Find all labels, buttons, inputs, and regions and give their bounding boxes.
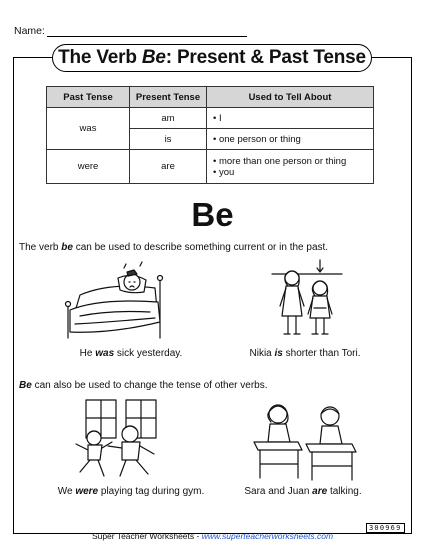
name-field[interactable]: [47, 36, 247, 37]
kids-playing-tag-illustration: [66, 398, 166, 480]
cell-are: are: [130, 150, 207, 184]
two-girls-height-illustration: [262, 258, 352, 340]
table-row: [47, 108, 374, 129]
second-word: Be: [19, 380, 32, 391]
intro-before: The verb: [19, 242, 62, 253]
tense-table: [46, 86, 374, 184]
use-are-line2: • you: [213, 166, 235, 178]
use-are-line1: • more than one person or thing: [213, 155, 347, 167]
caption1-word: was: [95, 348, 115, 359]
header-past: Past Tense: [47, 87, 130, 108]
caption1-before: He: [79, 348, 96, 359]
footer: [0, 531, 425, 541]
worksheet-code: 300969: [366, 523, 405, 533]
second-sentence: [19, 380, 268, 391]
caption-shorter: [210, 348, 400, 359]
cell-use-am: • I: [207, 108, 374, 129]
cell-use-is: • one person or thing: [207, 129, 374, 150]
intro-sentence: [19, 242, 328, 253]
cell-use-are: [207, 150, 374, 184]
caption3-word: were: [75, 486, 99, 497]
title-emphasis: Be: [141, 47, 166, 68]
caption3-before: We: [57, 486, 76, 497]
kids-talking-at-desks-illustration: [250, 398, 360, 482]
caption-sick: [36, 348, 226, 359]
title-suffix: : Present & Past Tense: [165, 47, 366, 68]
caption2-after: shorter than Tori.: [282, 348, 361, 359]
cell-was: was: [47, 108, 130, 150]
caption2-before: Nikia: [249, 348, 275, 359]
table-row: [47, 150, 374, 184]
second-after: can also be used to change the tense of other verbs.: [31, 380, 268, 391]
caption1-after: sick yesterday.: [114, 348, 183, 359]
name-label: Name:: [14, 25, 45, 37]
caption4-before: Sara and Juan: [244, 486, 313, 497]
caption4-after: talking.: [327, 486, 362, 497]
sick-boy-in-bed-illustration: [60, 260, 170, 340]
intro-after: can be used to describe something current or in the past.: [72, 242, 329, 253]
caption2-word: is: [274, 348, 283, 359]
cell-is: is: [130, 129, 207, 150]
intro-word: be: [61, 242, 73, 253]
caption4-word: are: [312, 486, 328, 497]
cell-were: were: [47, 150, 130, 184]
caption-tag: [36, 486, 226, 497]
worksheet-title: [52, 44, 372, 72]
cell-am: am: [130, 108, 207, 129]
header-use: Used to Tell About: [207, 87, 374, 108]
footer-text: Super Teacher Worksheets -: [91, 531, 202, 541]
table-header-row: [47, 87, 374, 108]
header-present: Present Tense: [130, 87, 207, 108]
footer-link[interactable]: www.superteacherworksheets.com: [201, 531, 334, 541]
title-prefix: The Verb: [58, 47, 142, 68]
caption3-after: playing tag during gym.: [98, 486, 205, 497]
big-word: Be: [191, 196, 234, 233]
caption-talking: [208, 486, 398, 497]
